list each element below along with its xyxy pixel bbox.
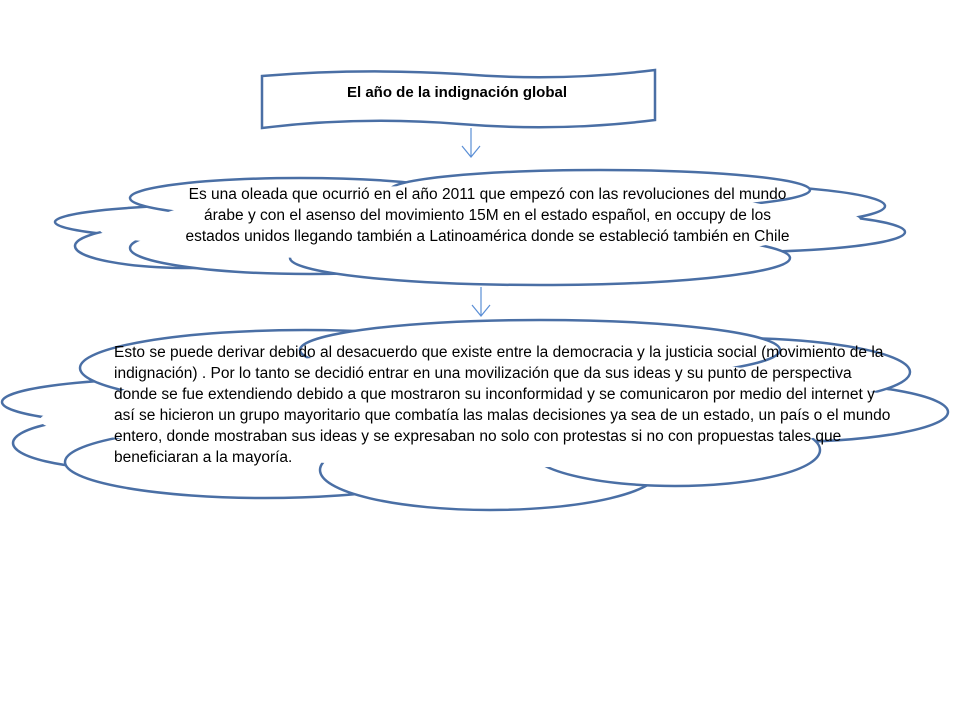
cloud-2-text: Esto se puede derivar debido al desacuerdo que existe entre la democracia y la justicia social (movimiento de la indignación) . Por lo tanto se decidió entrar en una movilización que da sus ideas y su punto de perspectiva donde se fue extendiendo debido a que mostraron su inconformidad y se comunicaron por medio del internet y así se hicieron un grupo mayoritario que combatía las malas decisiones ya sea de un estado, un país o el mundo entero, donde mostraban sus ideas y se expresaban no solo con protestas si no con propuestas tales que beneficiaran a la mayoría. xyxy=(114,344,891,466)
diagram-title: El año de la indignación global xyxy=(346,84,568,101)
arrow-down-1 xyxy=(462,128,480,157)
cloud-1-text: Es una oleada que ocurrió en el año 2011 que empezó con las revoluciones del mundo árabe y con el asenso del movimiento 15M en el estado español, en occupy de los estados unidos llegando también a Latinoamérica donde se estableció también en Chile xyxy=(185,186,790,245)
arrow-down-2 xyxy=(472,287,490,316)
